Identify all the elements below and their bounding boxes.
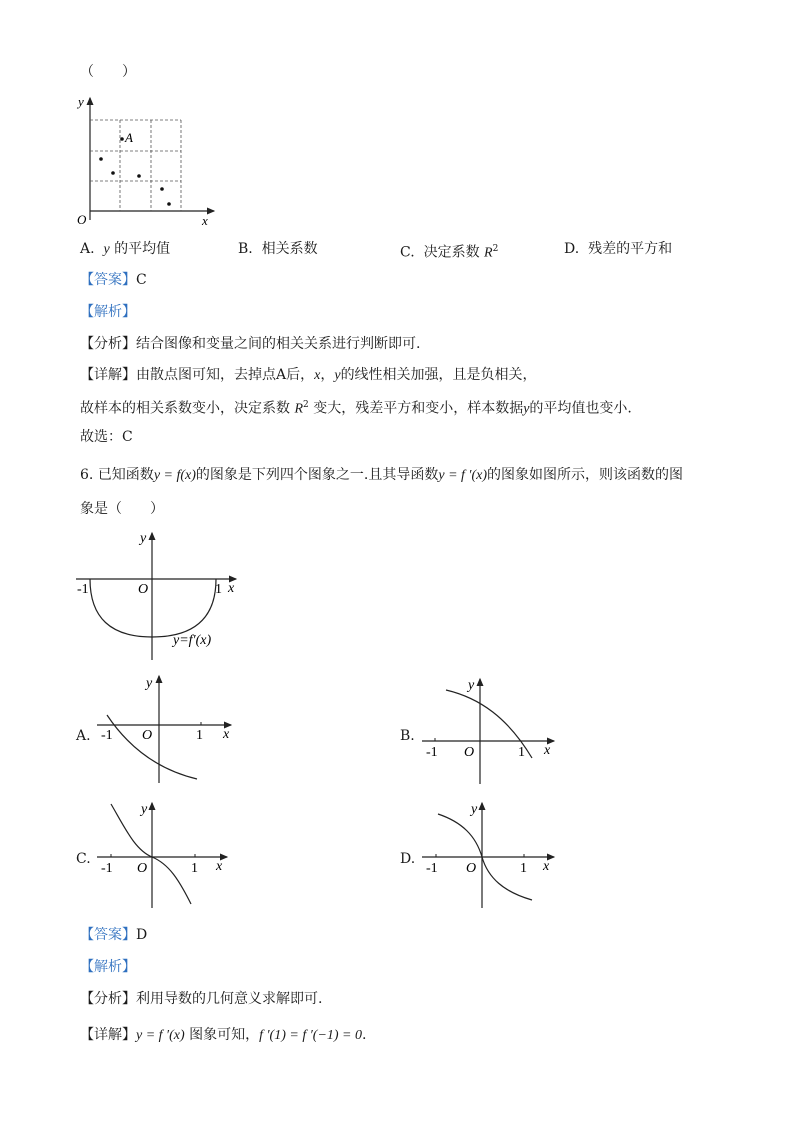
q6-option-b-label: B. (400, 728, 415, 744)
q5-answer: 【答案】C (80, 272, 147, 288)
q6-fenxi: 【分析】利用导数的几何意义求解即可. (80, 991, 323, 1007)
svg-text:-1: -1 (426, 861, 438, 876)
q5-x-label: x (202, 213, 208, 228)
q6-option-d-label: D. (400, 851, 416, 867)
svg-text:y: y (146, 676, 153, 691)
svg-text:O: O (466, 861, 477, 876)
svg-text:O: O (142, 728, 153, 743)
svg-text:x: x (216, 859, 223, 874)
svg-text:y: y (141, 802, 148, 817)
svg-text:x: x (544, 743, 551, 758)
svg-text:y: y (471, 802, 478, 817)
svg-text:-1: -1 (426, 745, 438, 760)
q6-xiangjie: 【详解】y = f ′(x) 图象可知，f ′(1) = f ′(−1) = 0. (80, 1027, 367, 1043)
q6-stem: 6. 已知函数y = f(x)的图象是下列四个图象之一.且其导函数y = f ′(x)的图象如图所示，则该函数的图 (80, 467, 684, 483)
svg-text:y: y (140, 531, 147, 546)
q6-derivative-figure (74, 530, 254, 665)
q5-xiangjie-line2: 故样本的相关系数变小，决定系数 $R^2$ 变大，残差平方和变小，样本数据y的平均值也变小. (80, 400, 632, 417)
q5-origin-label: O (77, 212, 87, 227)
svg-text:y: y (468, 678, 475, 693)
point (160, 187, 164, 191)
q6-option-c-graph (95, 800, 245, 912)
q5-grid (90, 120, 181, 211)
q6-option-d-graph (420, 800, 570, 912)
svg-text:O: O (137, 861, 148, 876)
q6-curve-label: y=f′(x) (173, 633, 212, 648)
q5-option-a: A. y 的平均值 (80, 241, 171, 257)
svg-text:1: 1 (196, 728, 203, 743)
q6-analysis-tag: 【解析】 (80, 959, 136, 975)
q5-conclusion: 故选：C (80, 429, 133, 445)
q5-option-d: D. 残差的平方和 (564, 241, 673, 257)
svg-text:O: O (464, 745, 475, 760)
q5-y-label: y (78, 94, 84, 109)
q6-answer: 【答案】D (80, 927, 148, 943)
svg-text:O: O (138, 582, 149, 597)
q6-option-c-label: C. (76, 851, 91, 867)
q6-option-a-label: A. (76, 728, 91, 744)
q5-fenxi: 【分析】结合图像和变量之间的相关关系进行判断即可. (80, 336, 421, 352)
q5-analysis-tag: 【解析】 (80, 304, 136, 320)
point-a (120, 137, 124, 141)
svg-text:-1: -1 (77, 582, 89, 597)
q5-scatter-plot (74, 92, 224, 232)
svg-text:x: x (223, 727, 230, 742)
svg-text:-1: -1 (101, 728, 113, 743)
point (99, 157, 103, 161)
q5-point-a-label: A (125, 130, 133, 145)
point (111, 171, 115, 175)
point (137, 174, 141, 178)
svg-text:-1: -1 (101, 861, 113, 876)
svg-text:x: x (228, 581, 235, 596)
svg-text:1: 1 (215, 582, 222, 597)
q6-derivative-curve (90, 579, 216, 637)
q5-points (99, 137, 171, 206)
q6-option-b-graph (420, 676, 570, 788)
svg-text:1: 1 (518, 745, 525, 760)
q5-xiangjie: 【详解】由散点图可知，去掉点A后，x，y的线性相关加强，且是负相关， (80, 367, 537, 383)
svg-text:1: 1 (191, 861, 198, 876)
svg-text:x: x (543, 859, 550, 874)
option-c-curve (111, 804, 191, 904)
q6-option-a-graph (95, 673, 245, 785)
q5-option-c: C. 决定系数 $R^2$ (400, 244, 499, 261)
q5-option-b: B. 相关系数 (238, 241, 318, 257)
q6-stem-line2: 象是（ ） (80, 501, 164, 517)
svg-text:1: 1 (520, 861, 527, 876)
q5-paren: （ ） (80, 64, 136, 80)
point (167, 202, 171, 206)
